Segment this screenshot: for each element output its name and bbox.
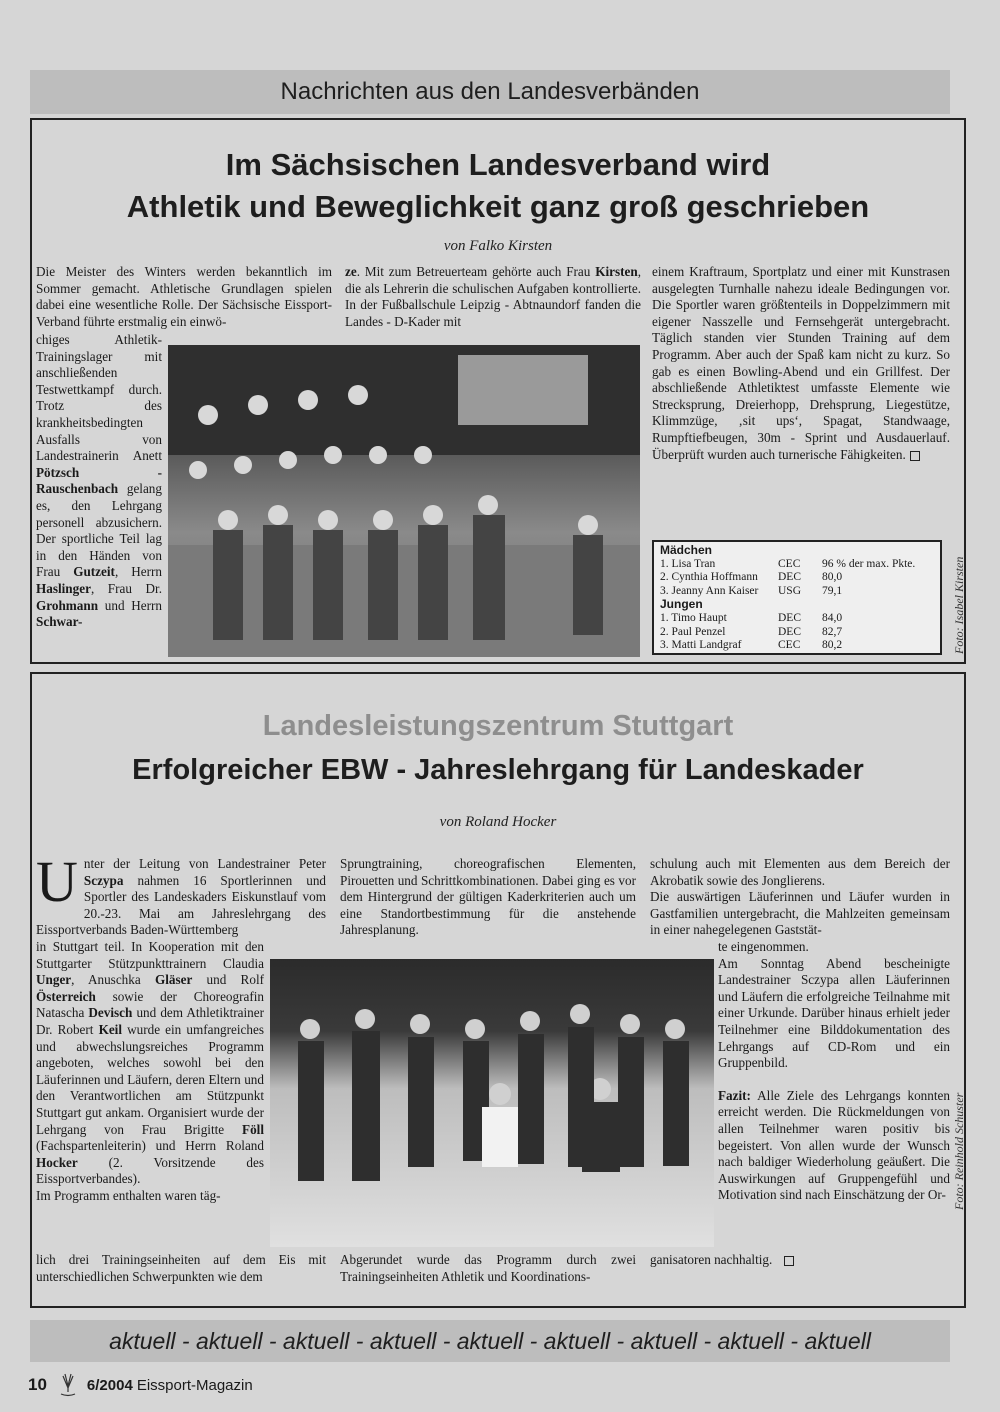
column-1-bottom xyxy=(36,1252,326,1285)
paragraph: Sprungtraining, choreografischen Elementen, Pirouetten und Schrittkombinationen. Dabei ging es vor dem Hintergrund der gültigen Kaderkriterien auch um eine Standortbestimmung für die anstehende Jahresplanung. xyxy=(340,856,636,938)
group-photo-athletes xyxy=(168,345,640,657)
article-title: Erfolgreicher EBW - Jahreslehrgang für Landeskader xyxy=(132,754,864,786)
results-row xyxy=(660,571,934,585)
paragraph: schulung auch mit Elementen aus dem Bereich der Akrobatik sowie des Jonglierens. xyxy=(650,856,950,888)
title-line-2: Athletik und Beweglichkeit ganz groß geschrieben xyxy=(126,189,870,224)
text: , die als Lehrerin die schulischen Aufgaben kontrollierte. In der Fußballschule Leipzig - Abtnaundorf fanden die Landes - D-Kader mit xyxy=(345,264,641,329)
paragraph xyxy=(36,849,327,939)
name-bold: Grohmann xyxy=(36,597,99,613)
name-bold: Pötzsch - Rauschenbach xyxy=(36,464,162,497)
name-bold: Unger xyxy=(36,972,72,988)
column-2-top xyxy=(340,856,636,939)
club: DEC xyxy=(778,611,801,624)
results-boys-heading: Jungen xyxy=(660,597,703,612)
results-row xyxy=(660,585,934,599)
club: DEC xyxy=(778,571,801,584)
text: ganisatoren nachhaltig. xyxy=(650,1252,773,1267)
text: nter der Leitung von Landestrainer Peter xyxy=(83,856,326,871)
paragraph xyxy=(345,264,641,330)
section-header xyxy=(30,70,950,114)
column-1-top xyxy=(36,264,332,330)
skater-logo-icon xyxy=(57,1372,79,1398)
athlete-name: 1. Lisa Tran xyxy=(660,557,716,570)
club: CEC xyxy=(778,639,801,652)
text: Alle Ziele des Lehrgangs konnten erreicht werden. Die Rückmeldungen von allen Teilnehmer waren positiv bis begeistert. Von allen wurde der Wunsch nach baldiger Wiederholung geäußert. Die Auswirkungen auf Gruppengefühl und Motivation sind nach Einschätzung der Or- xyxy=(718,1087,950,1203)
name-bold: Sczypa xyxy=(83,872,124,888)
text: sowie der Choreografin Natascha xyxy=(36,988,265,1021)
column-1-narrow xyxy=(36,939,264,1205)
results-girls-heading: Mädchen xyxy=(660,543,713,557)
score: 84,0 xyxy=(822,611,843,624)
title-line-1: Im Sächsischen Landesverband wird xyxy=(225,147,771,182)
issue-number: 6/2004 xyxy=(86,1376,133,1394)
paragraph xyxy=(36,939,264,1188)
score: 79,1 xyxy=(822,584,843,597)
article-kicker: Landesleistungszentrum Stuttgart xyxy=(262,710,734,742)
name-bold: Devisch xyxy=(88,1005,133,1021)
name-bold: Hocker xyxy=(36,1154,78,1170)
column-2-top xyxy=(345,264,641,330)
paragraph xyxy=(650,1252,950,1269)
text: und Herrn xyxy=(104,597,162,613)
paragraph: Die Meister des Winters werden bekanntlich im Sommer gemacht. Athletische Grundlagen spielen dabei eine wesentliche Rolle. Der Sächsische Eissport-Verband führte erstmalig ein einwö- xyxy=(36,264,332,329)
score: 82,7 xyxy=(822,625,843,638)
text: chiges Athletik-Trainingslager mit anschließenden Testwettkampf durch. Trotz des krankheitsbedingten Ausfalls von Landestrainerin Anett xyxy=(36,332,162,464)
paragraph: Die auswärtigen Läuferinnen und Läufer wurden in Gastfamilien untergebracht, die Mahlzeiten gemeinsam in einer nahegelegenen Gaststät- xyxy=(650,889,950,938)
column-1-top xyxy=(36,849,327,939)
name-bold: Schwar- xyxy=(36,614,83,630)
magazine-name: Eissport-Magazin xyxy=(136,1376,253,1394)
paragraph: Am Sonntag Abend bescheinigte Landestrainer Sczypa allen Läuferinnen und Läufern die erfolgreiche Teilnahme mit einer Urkunde. Darüber hinaus erhielt jeder Teilnehmer eine Bilddokumentation des Lehrgangs auf CD-Rom und ein Gruppenbild. xyxy=(718,955,950,1071)
column-1-narrow xyxy=(36,332,162,631)
score: 80,0 xyxy=(822,571,843,584)
athlete-name: 1. Timo Haupt xyxy=(660,611,727,624)
name-bold: Gläser xyxy=(154,972,193,988)
score: 96 % der max. Pkte. xyxy=(822,557,916,570)
paragraph xyxy=(652,264,950,463)
text: , Anuschka xyxy=(71,972,141,988)
paragraph: Abgerundet wurde das Programm durch zwei Trainingseinheiten Athletik und Koordinations- xyxy=(340,1252,636,1284)
column-3-bottom xyxy=(650,1252,950,1269)
column-3-top xyxy=(650,856,950,939)
text: und Rolf xyxy=(206,972,265,988)
text: und dem Athletiktrainer Dr. Robert xyxy=(36,1005,264,1037)
text: (Fachspartenleiterin) und Herrn Roland xyxy=(36,1138,264,1154)
end-mark-icon xyxy=(910,451,920,461)
paragraph: te eingenommen. xyxy=(718,939,809,954)
results-row xyxy=(660,612,934,626)
aktuell-text: aktuell - aktuell - aktuell - aktuell - aktuell - aktuell - aktuell - aktuell - aktuell xyxy=(109,1327,871,1354)
photo-illustration xyxy=(270,959,714,1247)
photo-illustration xyxy=(168,345,640,657)
byline: von Falko Kirsten xyxy=(443,238,553,254)
results-row xyxy=(660,626,934,640)
athlete-name: 2. Paul Penzel xyxy=(660,625,726,638)
paragraph: Im Programm enthalten waren täg- xyxy=(36,1187,221,1203)
name-bold: ze xyxy=(345,264,357,279)
text: nahmen 16 Sportlerinnen und Sportler des Landeskaders Eiskunstlauf vom 20.-23. Mai am Jahreslehrgang des Eissportverbands Baden-Württemberg xyxy=(36,872,327,938)
results-row xyxy=(660,639,934,653)
aktuell-banner xyxy=(30,1320,950,1362)
column-2-bottom xyxy=(340,1252,636,1285)
column-3 xyxy=(652,264,950,463)
name-bold: Gutzeit xyxy=(73,564,115,580)
section-header-text: Nachrichten aus den Landesverbänden xyxy=(280,78,700,105)
text: wurde ein umfangreiches und abwechslungsreiches Programm angeboten, welches sowohl bei den Läuferinnen und Läufern, deren Eltern und den Verantwortlichen am Stützpunkt Stuttgart gut ankam. Organisiert wurde der Lehrgang von Frau Brigitte xyxy=(36,1021,264,1137)
article-title xyxy=(32,144,964,228)
athlete-name: 2. Cynthia Hoffmann xyxy=(660,571,758,584)
text: in Stuttgart teil. In Kooperation mit den Stuttgarter Stützpunkttrainern Claudia xyxy=(36,939,264,971)
text: gelang es, den Lehrgang personell abzusichern. Der sportliche Teil lag in den Händen von Frau xyxy=(36,481,162,580)
fazit-label: Fazit: xyxy=(718,1087,751,1103)
article-stuttgart xyxy=(30,672,966,1308)
club: DEC xyxy=(778,625,801,638)
paragraph xyxy=(36,332,162,631)
text: . Mit zum Betreuerteam gehörte auch Frau xyxy=(356,264,591,279)
article-saxony xyxy=(30,118,966,664)
name-bold: Föll xyxy=(242,1121,264,1137)
athlete-name: 3. Jeanny Ann Kaiser xyxy=(660,584,759,597)
group-photo-skaters xyxy=(270,959,714,1247)
paragraph xyxy=(718,1088,950,1204)
page-number: 10 xyxy=(28,1375,47,1394)
text: (2. Vorsitzende des Eissportverbandes). xyxy=(36,1154,265,1187)
photo-credit: Foto: Reinhold Schuster xyxy=(952,1092,966,1210)
results-table xyxy=(652,540,942,655)
photo-credit: Foto: Isabel Kirsten xyxy=(952,556,966,654)
end-mark-icon xyxy=(784,1256,794,1266)
club: USG xyxy=(778,584,802,597)
name-bold: Österreich xyxy=(36,988,96,1004)
column-3-narrow xyxy=(718,939,950,1204)
score: 80,2 xyxy=(822,639,843,652)
text: , Herrn xyxy=(114,564,162,580)
page-footer xyxy=(28,1372,253,1398)
name-bold: Haslinger xyxy=(36,580,91,596)
athlete-name: 3. Matti Landgraf xyxy=(660,639,742,652)
text: einem Kraftraum, Sportplatz und einer mit Kunstrasen ausgelegten Turnhalle nahezu ideale Bedingungen vor. Die Sportler waren größtenteils in Doppelzimmern mit eigener Nasszelle und Fernsehgerät untergebracht. Täglich standen vier Stunden Training auf dem Programm. Aber auch der Spaß kam nicht zu kurz. So gab es einen Bowling-Abend und ein Grillfest. Der abschließende Athletiktest umfasste Elemente wie Strecksprung, Dreierhopp, Drehsprung, Liegestütze, Klimmzüge, ‚sit ups‘, Spagat, Standwaage, Rumpftiefbeugen, 30m - Sprint und Ausdauerlauf. Überprüft wurden auch turnerische Fähigkeiten. xyxy=(652,264,950,462)
byline: von Roland Hocker xyxy=(439,814,557,830)
name-bold: Kirsten xyxy=(595,264,638,279)
club: CEC xyxy=(778,557,801,570)
paragraph: lich drei Trainingseinheiten auf dem Eis mit unterschiedlichen Schwerpunkten wie dem xyxy=(36,1252,326,1284)
drop-cap: U xyxy=(36,849,78,914)
name-bold: Keil xyxy=(98,1021,123,1037)
results-row xyxy=(660,558,934,572)
text: , Frau Dr. xyxy=(90,580,162,596)
